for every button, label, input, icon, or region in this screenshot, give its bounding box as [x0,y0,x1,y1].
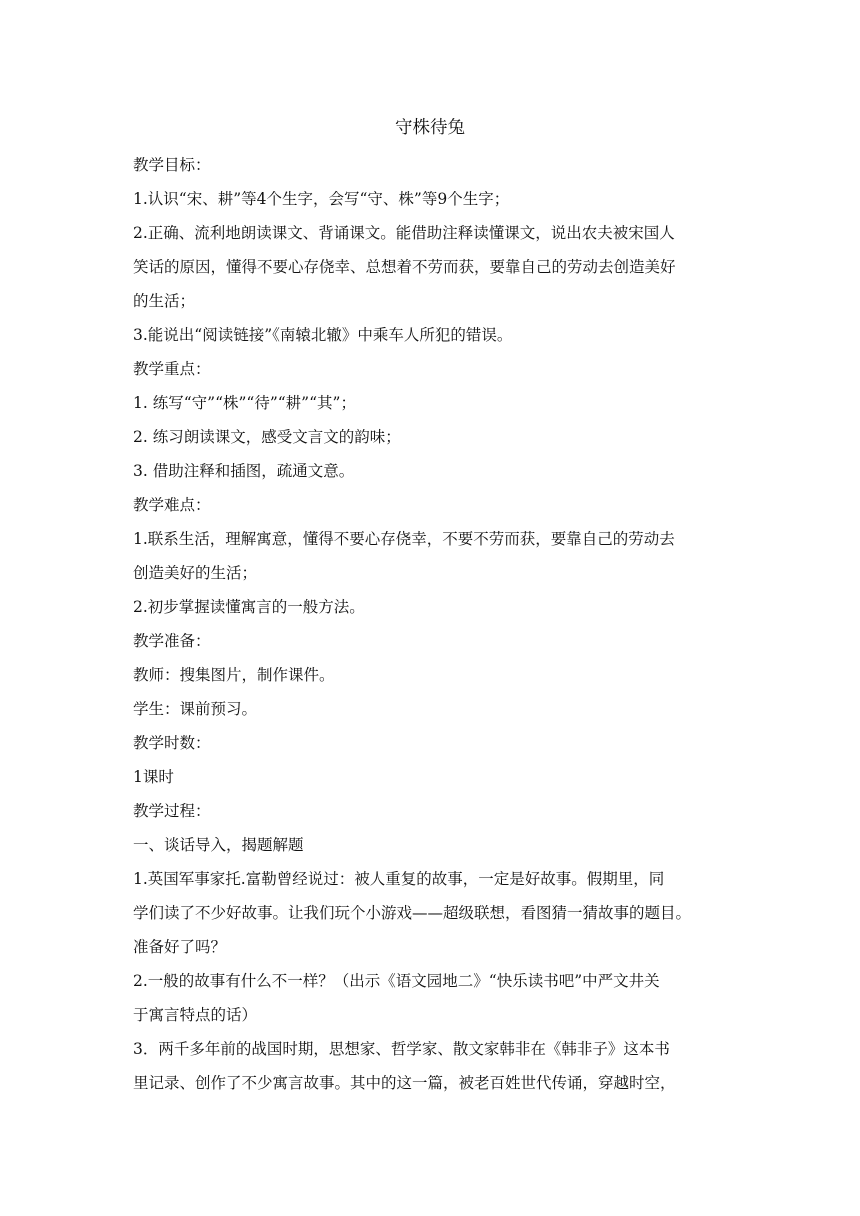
hours-heading: 教学时数： [133,734,211,752]
process-step-1 [133,862,731,964]
process-step-2-line-1: 2.一般的故事有什么不一样？（出示《语文园地二》“快乐读书吧”中严文井关 [133,972,660,990]
key-points-heading: 教学重点： [133,360,211,378]
process-step-3-line-1: 3．两千多年前的战国时期，思想家、哲学家、散文家韩非在《韩非子》这本书 [133,1040,670,1058]
goal-item-2-line-1: 2.正确、流利地朗读课文、背诵课文。能借助注释读懂课文，说出农夫被宋国人 [133,224,675,242]
goal-item-3: 3.能说出“阅读链接”《南辕北辙》中乘车人所犯的错误。 [133,326,513,344]
hours-value: 1课时 [133,768,174,786]
process-heading: 教学过程： [133,802,211,820]
process-step-1-line-3: 准备好了吗？ [133,938,227,956]
process-step-1-line-1: 1.英国军事家托.富勒曾经说过：被人重复的故事，一定是好故事。假期里，同 [133,870,665,888]
key-point-1: 1. 练写“守”“株”“待”“耕”“其”； [133,394,356,412]
key-point-2: 2. 练习朗读课文，感受文言文的韵味； [133,428,401,446]
document-body [133,148,731,1100]
process-step-3 [133,1032,731,1100]
difficulties-heading: 教学难点： [133,496,211,514]
process-step-2 [133,964,731,1032]
process-step-2-line-2: 于寓言特点的话） [133,1006,258,1024]
document-title: 守株待兔 [395,118,465,138]
goal-item-2-line-2: 笑话的原因，懂得不要心存侥幸、总想着不劳而获，要靠自己的劳动去创造美好 [133,258,676,276]
goals-heading: 教学目标： [133,156,211,174]
difficulty-item-1-line-2: 创造美好的生活； [133,564,258,582]
goal-item-1: 1.认识“宋、耕”等4个生字，会写“守、株”等9个生字； [133,190,510,208]
goal-item-2-line-3: 的生活； [133,292,196,310]
process-step-1-line-2: 学们读了不少好故事。让我们玩个小游戏——超级联想，看图猜一猜故事的题目。 [133,904,692,922]
goal-item-2 [133,216,731,318]
preparation-teacher: 教师：搜集图片，制作课件。 [133,666,335,684]
preparation-heading: 教学准备： [133,632,211,650]
process-step-3-line-2: 里记录、创作了不少寓言故事。其中的这一篇，被老百姓世代传诵，穿越时空， [133,1074,676,1092]
difficulty-item-1-line-1: 1.联系生活，理解寓意，懂得不要心存侥幸，不要不劳而获，要靠自己的劳动去 [133,530,675,548]
process-step-heading: 一、谈话导入，揭题解题 [133,836,304,854]
difficulty-item-2: 2.初步掌握读懂寓言的一般方法。 [133,598,365,616]
preparation-student: 学生：课前预习。 [133,700,258,718]
difficulty-item-1 [133,522,731,590]
key-point-3: 3. 借助注释和插图，疏通文意。 [133,462,355,480]
